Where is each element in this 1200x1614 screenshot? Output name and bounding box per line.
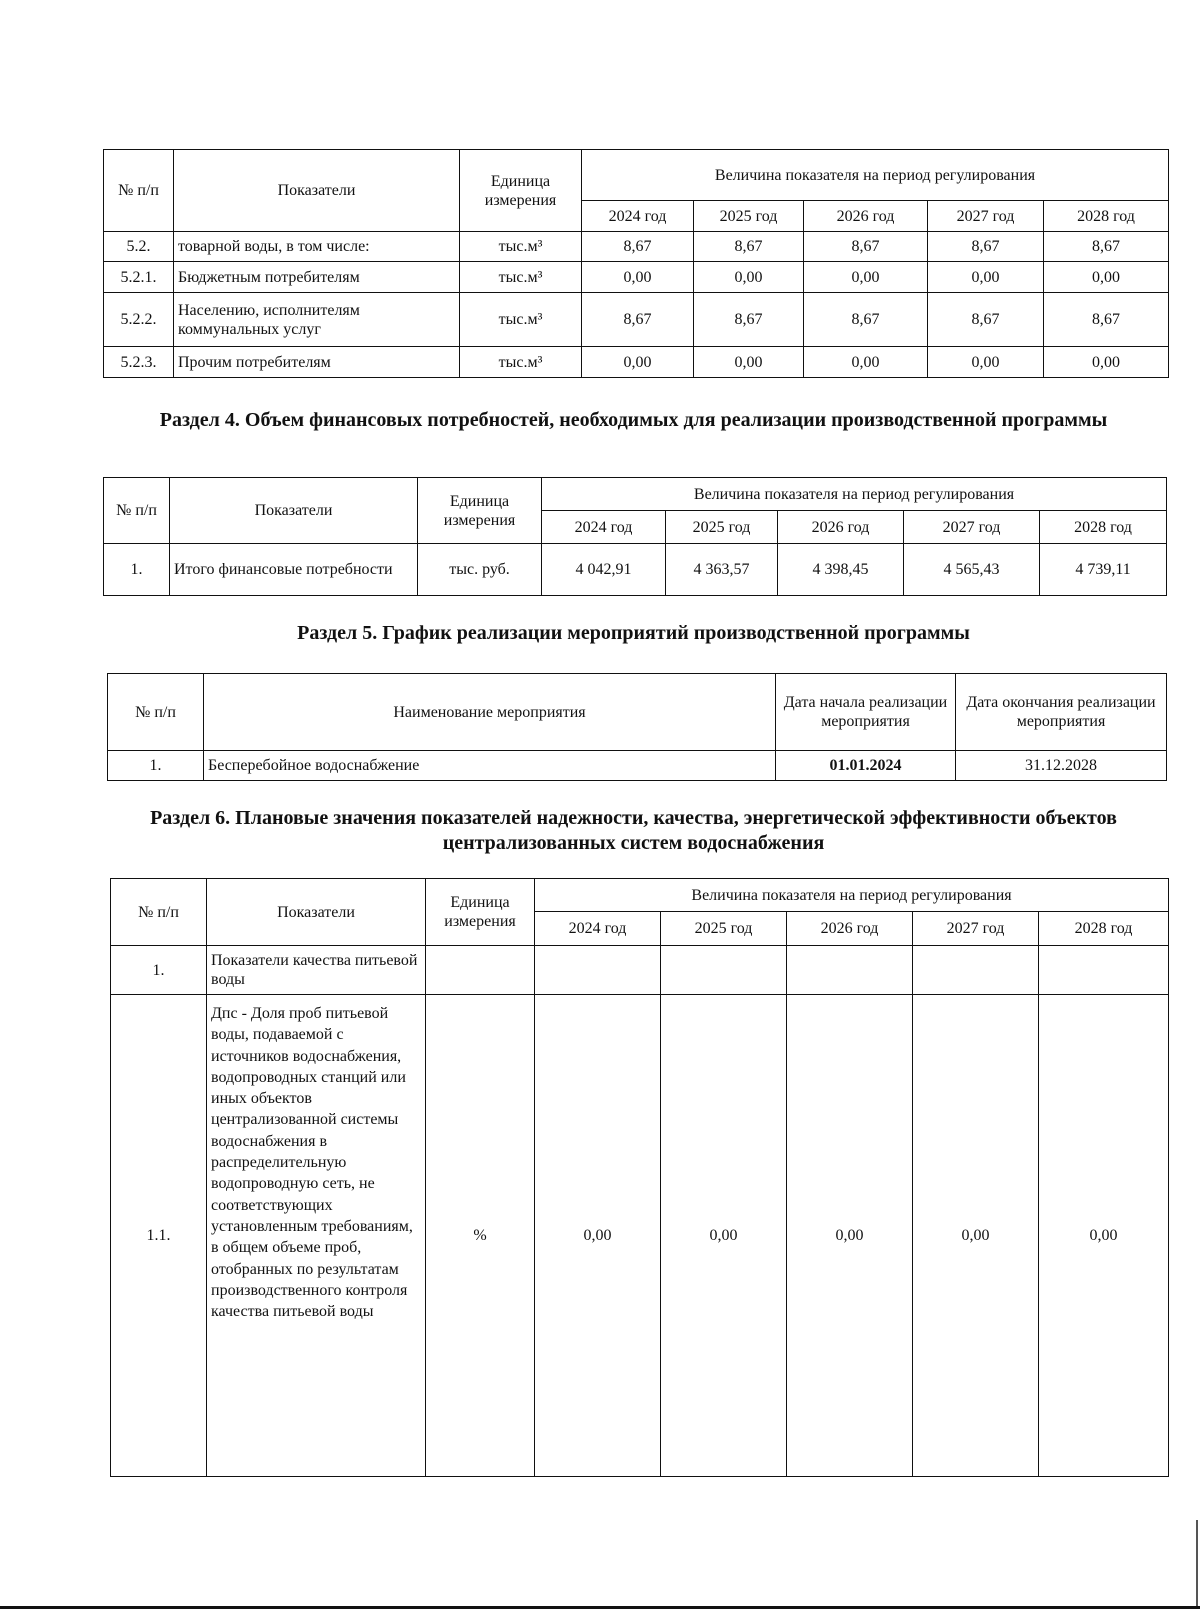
row-value: 0,00 <box>1044 347 1169 378</box>
row-num: 5.2. <box>104 232 174 262</box>
row-num: 1. <box>108 751 204 781</box>
col-header-num: № п/п <box>108 674 204 751</box>
table-row <box>111 995 1169 1477</box>
row-value <box>913 946 1039 995</box>
row-value: 4 739,11 <box>1040 544 1167 596</box>
col-header-unit: Единица измерения <box>418 478 542 544</box>
financial-needs-table <box>103 477 1167 596</box>
col-header-unit: Единица измерения <box>426 879 535 946</box>
row-value: 0,00 <box>804 262 928 293</box>
row-value: 0,00 <box>787 995 913 1477</box>
row-num: 1. <box>111 946 207 995</box>
row-name: Прочим потребителям <box>174 347 460 378</box>
col-header-year: 2027 год <box>928 201 1044 232</box>
col-header-indicators: Показатели <box>170 478 418 544</box>
row-value: 8,67 <box>804 232 928 262</box>
row-unit: тыс.м³ <box>460 232 582 262</box>
row-name: Итого финансовые потребности <box>170 544 418 596</box>
row-num: 5.2.3. <box>104 347 174 378</box>
table-row <box>104 232 1169 262</box>
row-value: 0,00 <box>1039 995 1169 1477</box>
col-header-year: 2028 год <box>1040 511 1167 544</box>
col-header-year: 2024 год <box>582 201 694 232</box>
row-unit: тыс. руб. <box>418 544 542 596</box>
col-header-start: Дата начала реализации мероприятия <box>776 674 956 751</box>
table-row <box>104 293 1169 347</box>
row-name: Бесперебойное водоснабжение <box>204 751 776 781</box>
row-value: 4 363,57 <box>666 544 778 596</box>
scan-bottom-edge <box>0 1606 1200 1609</box>
row-value: 0,00 <box>582 262 694 293</box>
row-value: 8,67 <box>694 293 804 347</box>
row-value <box>535 946 661 995</box>
row-num: 1. <box>104 544 170 596</box>
section5-title: Раздел 5. График реализации мероприятий производственной программы <box>297 622 970 644</box>
row-name: Бюджетным потребителям <box>174 262 460 293</box>
col-header-num: № п/п <box>104 150 174 232</box>
col-header-end: Дата окончания реализации мероприятия <box>956 674 1167 751</box>
table-row <box>104 347 1169 378</box>
row-value: 8,67 <box>1044 293 1169 347</box>
row-value: 0,00 <box>661 995 787 1477</box>
col-header-year: 2028 год <box>1044 201 1169 232</box>
col-header-year: 2027 год <box>904 511 1040 544</box>
col-header-indicators: Показатели <box>174 150 460 232</box>
row-value: 0,00 <box>535 995 661 1477</box>
row-unit: тыс.м³ <box>460 262 582 293</box>
row-name: Населению, исполнителям коммунальных услуг <box>174 293 460 347</box>
scan-side-edge <box>1196 1520 1198 1606</box>
row-unit <box>426 946 535 995</box>
section4-title: Раздел 4. Объем финансовых потребностей, необходимых для реализации производственной программы <box>159 409 1108 431</box>
row-value: 0,00 <box>928 262 1044 293</box>
row-num: 5.2.1. <box>104 262 174 293</box>
col-header-num: № п/п <box>111 879 207 946</box>
row-value: 8,67 <box>1044 232 1169 262</box>
row-value <box>1039 946 1169 995</box>
table-row <box>104 262 1169 293</box>
row-num: 5.2.2. <box>104 293 174 347</box>
row-value <box>661 946 787 995</box>
row-end-date: 31.12.2028 <box>956 751 1167 781</box>
row-value: 8,67 <box>928 232 1044 262</box>
col-header-name: Наименование мероприятия <box>204 674 776 751</box>
col-header-year: 2025 год <box>666 511 778 544</box>
row-value: 4 565,43 <box>904 544 1040 596</box>
col-header-year: 2025 год <box>694 201 804 232</box>
section6-title: Раздел 6. Плановые значения показателей надежности, качества, энергетической эффективности объектов централизованных систем водоснабжения <box>150 807 1117 854</box>
row-value: 8,67 <box>804 293 928 347</box>
col-header-year: 2028 год <box>1039 912 1169 946</box>
table-row <box>111 946 1169 995</box>
reliability-quality-table <box>110 878 1169 1477</box>
row-value: 4 042,91 <box>542 544 666 596</box>
row-value: 8,67 <box>928 293 1044 347</box>
row-value: 0,00 <box>694 262 804 293</box>
col-header-value-group: Величина показателя на период регулирования <box>582 150 1169 201</box>
col-header-year: 2025 год <box>661 912 787 946</box>
row-name: товарной воды, в том числе: <box>174 232 460 262</box>
row-value <box>787 946 913 995</box>
row-value: 0,00 <box>582 347 694 378</box>
row-value: 4 398,45 <box>778 544 904 596</box>
col-header-unit: Единица измерения <box>460 150 582 232</box>
row-name: Показатели качества питьевой воды <box>207 946 426 995</box>
row-value: 0,00 <box>913 995 1039 1477</box>
row-unit: тыс.м³ <box>460 347 582 378</box>
col-header-num: № п/п <box>104 478 170 544</box>
production-volume-table <box>103 149 1169 378</box>
col-header-year: 2026 год <box>804 201 928 232</box>
row-unit: % <box>426 995 535 1477</box>
row-value: 0,00 <box>1044 262 1169 293</box>
col-header-year: 2026 год <box>778 511 904 544</box>
row-value: 0,00 <box>928 347 1044 378</box>
row-num: 1.1. <box>111 995 207 1477</box>
schedule-table <box>107 673 1167 781</box>
row-value: 8,67 <box>694 232 804 262</box>
row-unit: тыс.м³ <box>460 293 582 347</box>
col-header-year: 2027 год <box>913 912 1039 946</box>
col-header-value-group: Величина показателя на период регулирования <box>535 879 1169 912</box>
table-row <box>104 544 1167 596</box>
row-start-date: 01.01.2024 <box>776 751 956 781</box>
table-row <box>108 751 1167 781</box>
col-header-year: 2026 год <box>787 912 913 946</box>
col-header-value-group: Величина показателя на период регулирования <box>542 478 1167 511</box>
row-value: 0,00 <box>694 347 804 378</box>
col-header-year: 2024 год <box>535 912 661 946</box>
row-name: Дпс - Доля проб питьевой воды, подаваемой с источников водоснабжения, водопроводных станций или иных объектов централизованной системы водоснабжения в распределительную водопроводную сеть, не соответствующих установленным требованиям, в общем объеме проб, отобранных по результатам производственного контроля качества питьевой воды <box>207 995 426 1477</box>
col-header-indicators: Показатели <box>207 879 426 946</box>
col-header-year: 2024 год <box>542 511 666 544</box>
row-value: 8,67 <box>582 293 694 347</box>
row-value: 0,00 <box>804 347 928 378</box>
row-value: 8,67 <box>582 232 694 262</box>
